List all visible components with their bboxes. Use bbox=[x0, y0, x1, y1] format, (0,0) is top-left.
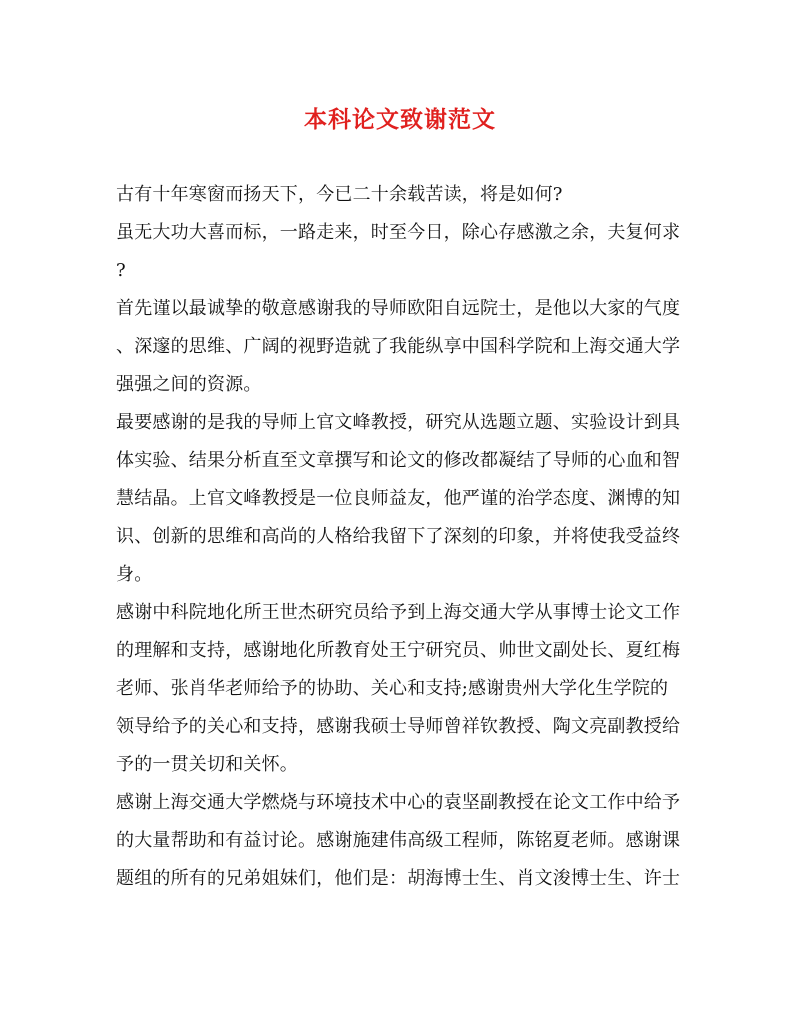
text-line: 感谢中科院地化所王世杰研究员给予到上海交通大学从事博士论文工作 bbox=[116, 602, 681, 623]
text-line: 身。 bbox=[116, 564, 153, 585]
text-line: 领导给予的关心和支持，感谢我硕士导师曾祥钦教授、陶文亮副教授给 bbox=[116, 716, 681, 737]
text-line: 的大量帮助和有益讨论。感谢施建伟高级工程师，陈铭夏老师。感谢课 bbox=[116, 830, 681, 851]
text-line: 感谢上海交通大学燃烧与环境技术中心的袁坚副教授在论文工作中给予 bbox=[116, 792, 681, 813]
text-line: ? bbox=[116, 260, 126, 281]
text-line: 古有十年寒窗而扬天下，今已二十余载苦读，将是如何? bbox=[116, 184, 563, 205]
text-line: 、深邃的思维、广阔的视野造就了我能纵享中国科学院和上海交通大学 bbox=[116, 336, 681, 357]
text-line: 体实验、结果分析直至文章撰写和论文的修改都凝结了导师的心血和智 bbox=[116, 450, 681, 471]
text-line: 最要感谢的是我的导师上官文峰教授，研究从选题立题、实验设计到具 bbox=[116, 412, 681, 433]
text-line: 的理解和支持，感谢地化所教育处王宁研究员、帅世文副处长、夏红梅 bbox=[116, 640, 681, 661]
text-line: 强强之间的资源。 bbox=[116, 374, 262, 395]
text-line: 识、创新的思维和高尚的人格给我留下了深刻的印象，并将使我受益终 bbox=[116, 526, 681, 547]
text-line: 老师、张肖华老师给予的协助、关心和支持;感谢贵州大学化生学院的 bbox=[116, 678, 669, 699]
text-line: 首先谨以最诚挚的敬意感谢我的导师欧阳自远院士，是他以大家的气度 bbox=[116, 298, 681, 319]
text-line: 予的一贯关切和关怀。 bbox=[116, 754, 298, 775]
document-title: 本科论文致谢范文 bbox=[304, 106, 496, 133]
text-line: 虽无大功大喜而标，一路走来，时至今日，除心存感激之余，夫复何求 bbox=[116, 222, 681, 243]
document-body bbox=[116, 176, 688, 898]
text-line: 慧结晶。上官文峰教授是一位良师益友，他严谨的治学态度、渊博的知 bbox=[116, 488, 681, 509]
text-line: 题组的所有的兄弟姐妹们，他们是：胡海博士生、肖文浚博士生、许士 bbox=[116, 868, 681, 889]
